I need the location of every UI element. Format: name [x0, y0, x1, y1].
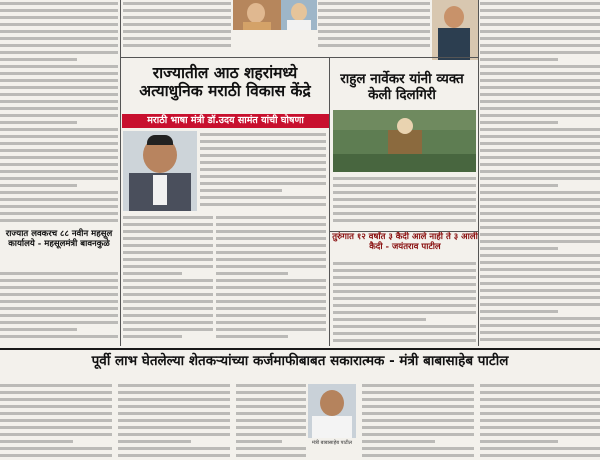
text-line	[480, 93, 600, 96]
text-line	[333, 290, 476, 293]
text-line	[333, 177, 476, 180]
text-line	[0, 107, 118, 110]
minister-caption: मंत्री बाबासाहेब पाटील	[311, 440, 353, 446]
text-line	[480, 163, 600, 166]
text-line	[480, 247, 558, 250]
left-column-text-top	[0, 0, 118, 228]
text-line	[200, 203, 326, 206]
text-line	[480, 261, 600, 264]
column-rule-2	[329, 58, 330, 346]
text-line	[0, 16, 118, 19]
text-line	[480, 100, 600, 103]
text-line	[200, 161, 326, 164]
text-line	[0, 433, 112, 436]
text-line	[333, 276, 476, 279]
text-line	[333, 318, 426, 321]
text-line	[123, 37, 231, 40]
text-line	[362, 412, 474, 415]
text-line	[480, 44, 600, 47]
top-photo-2	[281, 0, 317, 30]
text-line	[480, 391, 600, 394]
bottom-text-4	[362, 382, 474, 460]
text-line	[123, 2, 231, 5]
text-line	[123, 258, 213, 261]
minister-photo	[308, 384, 356, 438]
text-line	[118, 426, 230, 429]
text-line	[123, 328, 213, 331]
text-line	[318, 30, 430, 33]
text-line	[480, 205, 600, 208]
text-line	[123, 335, 182, 338]
text-line	[200, 154, 326, 157]
text-line	[480, 254, 600, 257]
text-line	[216, 251, 326, 254]
text-line	[0, 156, 118, 159]
text-line	[0, 447, 112, 450]
text-line	[200, 182, 326, 185]
text-line	[200, 189, 282, 192]
text-line	[333, 304, 476, 307]
narvekar-text	[333, 175, 476, 230]
text-line	[362, 440, 435, 443]
text-line	[0, 86, 118, 89]
text-line	[333, 198, 476, 201]
text-line	[216, 286, 326, 289]
column-rule-3	[478, 0, 479, 346]
text-line	[118, 398, 230, 401]
bottom-headline: पूर्वी लाभ घेतलेल्या शेतकऱ्यांच्या कर्जमाफीबाबत सकारात्मक - मंत्री बाबासाहेब पाटील	[91, 353, 509, 369]
text-line	[480, 9, 600, 12]
text-line	[236, 433, 306, 436]
text-line	[318, 9, 430, 12]
text-line	[480, 184, 558, 187]
text-line	[216, 244, 326, 247]
text-line	[480, 296, 600, 299]
text-line	[216, 216, 326, 219]
text-line	[123, 230, 213, 233]
column-rule-1	[120, 0, 121, 346]
text-line	[0, 391, 112, 394]
text-line	[480, 170, 600, 173]
text-line	[333, 219, 476, 222]
text-line	[0, 58, 77, 61]
horizontal-rule-top	[121, 57, 478, 58]
text-line	[123, 314, 213, 317]
main-headline: राज्यातील आठ शहरांमध्ये अत्याधुनिक मराठी विकास केंद्रे	[139, 63, 311, 100]
main-article-text-2	[123, 214, 213, 344]
text-line	[0, 37, 118, 40]
text-line	[333, 191, 476, 194]
text-line	[0, 286, 118, 289]
narvekar-headline: राहुल नार्वेकर यांनी व्यक्त केली दिलगिरी	[340, 71, 464, 103]
main-subheadline: मराठी भाषा मंत्री डॉ.उदय सामंत यांची घोषणा	[122, 114, 329, 128]
text-line	[0, 44, 118, 47]
bottom-text-3	[236, 382, 306, 460]
text-line	[0, 328, 77, 331]
text-line	[0, 205, 118, 208]
text-line	[200, 168, 326, 171]
text-line	[0, 93, 118, 96]
text-line	[0, 30, 118, 33]
text-line	[362, 419, 474, 422]
text-line	[362, 454, 474, 457]
text-line	[200, 147, 326, 150]
text-line	[0, 412, 112, 415]
text-line	[200, 175, 326, 178]
text-line	[216, 300, 326, 303]
text-line	[480, 233, 600, 236]
text-line	[0, 65, 118, 68]
text-line	[0, 149, 118, 152]
right-column-text	[480, 0, 600, 345]
text-line	[216, 293, 326, 296]
text-line	[480, 128, 600, 131]
text-line	[480, 331, 600, 334]
text-line	[0, 128, 118, 131]
text-line	[216, 272, 288, 275]
text-line	[362, 447, 474, 450]
text-line	[333, 269, 476, 272]
text-line	[480, 212, 600, 215]
text-line	[318, 44, 430, 47]
text-line	[236, 412, 306, 415]
text-line	[123, 237, 213, 240]
text-line	[0, 9, 118, 12]
text-line	[0, 23, 118, 26]
text-line	[123, 23, 231, 26]
main-article-text-3	[216, 214, 326, 344]
text-line	[118, 391, 230, 394]
text-line	[0, 307, 118, 310]
text-line	[480, 23, 600, 26]
text-line	[480, 72, 600, 75]
text-line	[216, 321, 326, 324]
text-line	[480, 142, 600, 145]
text-line	[236, 454, 306, 457]
text-line	[318, 23, 430, 26]
top-photo-1	[233, 0, 281, 30]
text-line	[236, 405, 306, 408]
text-line	[118, 433, 230, 436]
horizontal-rule-right	[330, 231, 478, 232]
text-line	[0, 121, 77, 124]
text-line	[123, 44, 231, 47]
text-line	[480, 30, 600, 33]
text-line	[216, 314, 326, 317]
text-line	[0, 293, 118, 296]
text-line	[0, 300, 118, 303]
text-line	[318, 2, 430, 5]
text-line	[118, 412, 230, 415]
text-line	[480, 426, 600, 429]
text-line	[0, 272, 118, 275]
text-line	[0, 51, 118, 54]
text-line	[0, 314, 118, 317]
text-line	[216, 307, 326, 310]
text-line	[480, 156, 600, 159]
text-line	[480, 86, 600, 89]
assembly-photo	[333, 110, 476, 172]
text-line	[0, 142, 118, 145]
text-line	[236, 384, 306, 387]
text-line	[480, 419, 600, 422]
text-line	[0, 219, 118, 222]
text-line	[480, 240, 600, 243]
bottom-headline-band	[0, 348, 600, 382]
text-line	[0, 100, 118, 103]
text-line	[200, 140, 326, 143]
text-line	[480, 398, 600, 401]
text-line	[480, 275, 600, 278]
text-line	[0, 405, 112, 408]
text-line	[318, 37, 430, 40]
text-line	[333, 283, 476, 286]
text-line	[480, 51, 600, 54]
text-line	[0, 177, 118, 180]
text-line	[480, 107, 600, 110]
text-line	[118, 384, 230, 387]
text-line	[0, 419, 112, 422]
text-line	[333, 205, 476, 208]
text-line	[216, 230, 326, 233]
text-line	[0, 170, 118, 173]
text-line	[0, 321, 118, 324]
text-line	[362, 384, 474, 387]
text-line	[216, 328, 326, 331]
text-line	[480, 198, 600, 201]
text-line	[480, 405, 600, 408]
text-line	[333, 339, 476, 342]
text-line	[333, 332, 476, 335]
text-line	[480, 338, 600, 341]
text-line	[333, 212, 476, 215]
text-line	[123, 321, 213, 324]
text-line	[480, 433, 600, 436]
samant-photo	[123, 131, 197, 211]
text-line	[0, 384, 112, 387]
text-line	[362, 405, 474, 408]
main-article-text-1	[200, 131, 326, 211]
text-line	[123, 307, 213, 310]
text-line	[480, 135, 600, 138]
text-line	[216, 279, 326, 282]
left-mid-text	[0, 270, 118, 346]
text-line	[123, 244, 213, 247]
right-mid-headline: तुरुंगात १२ वर्षांत ३ कैदी आले नाही ते ३ आली कैदी - जयंतराव पाटील	[332, 232, 478, 252]
text-line	[480, 412, 600, 415]
text-line	[0, 398, 112, 401]
text-line	[0, 163, 118, 166]
text-line	[333, 311, 476, 314]
text-line	[123, 300, 213, 303]
text-line	[480, 177, 600, 180]
text-line	[480, 219, 600, 222]
bottom-text-1	[0, 382, 112, 460]
text-line	[480, 65, 600, 68]
text-line	[0, 454, 112, 457]
text-line	[123, 272, 182, 275]
text-line	[0, 212, 118, 215]
text-line	[0, 335, 118, 338]
text-line	[480, 324, 600, 327]
text-line	[333, 325, 476, 328]
text-line	[480, 454, 600, 457]
text-line	[236, 447, 306, 450]
text-line	[0, 198, 118, 201]
text-line	[480, 149, 600, 152]
text-line	[480, 121, 558, 124]
text-line	[0, 2, 118, 5]
text-line	[480, 303, 600, 306]
text-line	[362, 433, 474, 436]
text-line	[0, 184, 77, 187]
text-line	[118, 419, 230, 422]
text-line	[480, 79, 600, 82]
text-line	[333, 262, 476, 265]
text-line	[480, 268, 600, 271]
right-mid-text	[333, 260, 476, 345]
text-line	[118, 405, 230, 408]
text-line	[362, 398, 474, 401]
text-line	[118, 447, 230, 450]
text-line	[480, 317, 600, 320]
text-line	[118, 454, 230, 457]
text-line	[123, 265, 213, 268]
text-line	[480, 2, 600, 5]
text-line	[123, 16, 231, 19]
text-line	[216, 237, 326, 240]
text-line	[200, 196, 326, 199]
text-line	[318, 16, 430, 19]
left-mid-headline: राज्यात लवकरच ८८ नवीन महसूल कार्यालये - महसूलमंत्री बावनकुळे	[5, 229, 113, 249]
text-line	[123, 251, 213, 254]
text-line	[236, 426, 306, 429]
text-line	[480, 310, 558, 313]
text-line	[0, 191, 118, 194]
text-line	[480, 226, 600, 229]
text-line	[0, 440, 73, 443]
text-line	[236, 419, 306, 422]
text-line	[236, 440, 282, 443]
text-line	[362, 426, 474, 429]
bottom-text-2	[118, 382, 230, 460]
text-line	[200, 133, 326, 136]
text-line	[123, 216, 213, 219]
top-right-photo	[432, 0, 478, 60]
text-line	[333, 297, 476, 300]
text-line	[480, 191, 600, 194]
text-line	[123, 30, 231, 33]
text-line	[123, 286, 213, 289]
text-line	[123, 279, 213, 282]
text-line	[216, 258, 326, 261]
text-line	[480, 440, 558, 443]
text-line	[216, 223, 326, 226]
text-line	[480, 37, 600, 40]
text-line	[0, 135, 118, 138]
text-line	[216, 335, 288, 338]
text-line	[480, 282, 600, 285]
text-line	[480, 384, 600, 387]
text-line	[333, 184, 476, 187]
text-line	[480, 58, 558, 61]
text-line	[0, 79, 118, 82]
text-line	[0, 279, 118, 282]
center-right-column-text-top	[318, 0, 430, 53]
text-line	[118, 440, 191, 443]
text-line	[480, 114, 600, 117]
text-line	[123, 223, 213, 226]
text-line	[480, 447, 600, 450]
text-line	[236, 391, 306, 394]
text-line	[362, 391, 474, 394]
center-left-column-text-top	[123, 0, 231, 53]
text-line	[236, 398, 306, 401]
text-line	[123, 9, 231, 12]
text-line	[216, 265, 326, 268]
bottom-text-5	[480, 382, 600, 460]
text-line	[0, 114, 118, 117]
text-line	[123, 293, 213, 296]
text-line	[480, 16, 600, 19]
text-line	[0, 72, 118, 75]
text-line	[480, 289, 600, 292]
text-line	[0, 426, 112, 429]
